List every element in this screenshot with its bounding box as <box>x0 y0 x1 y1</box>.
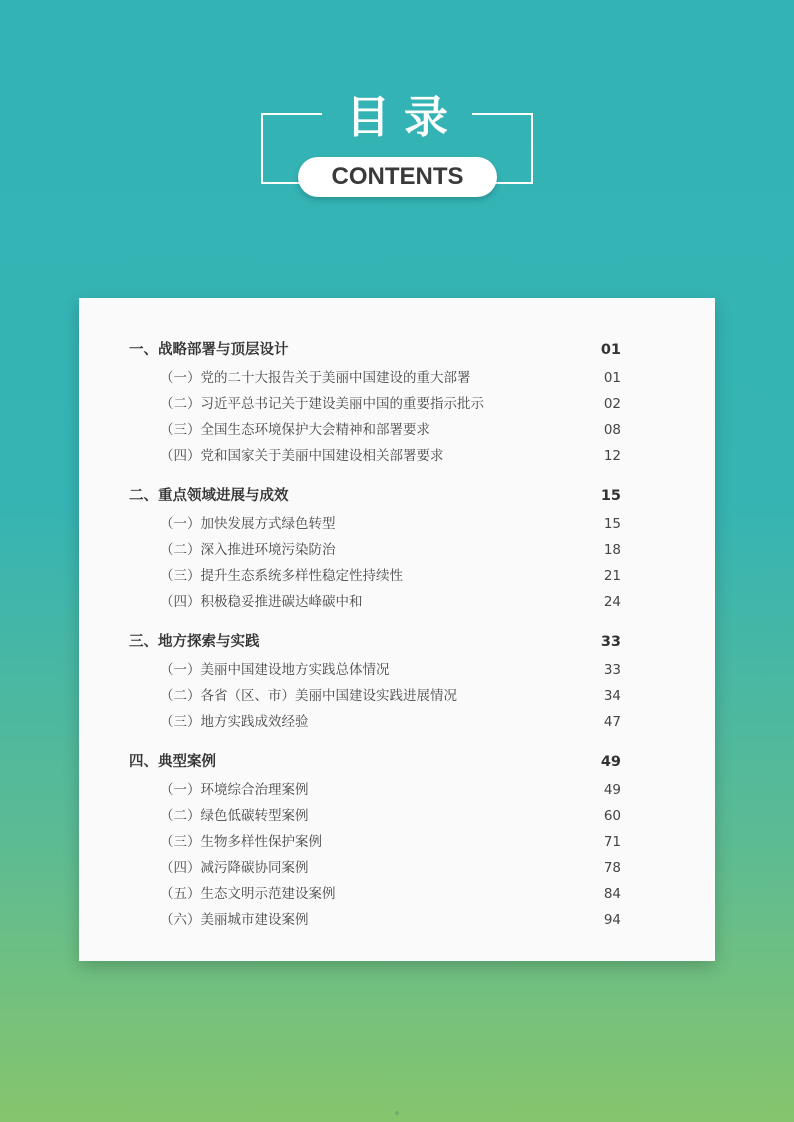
toc-item-page: 12 <box>603 448 621 464</box>
title-frame-bottom-left <box>261 182 300 184</box>
toc-item[interactable] <box>79 511 715 537</box>
toc-item-page: 34 <box>603 688 621 704</box>
toc-item-title: （六）美丽城市建设案例 <box>160 912 309 928</box>
toc-section-title: 一、战略部署与顶层设计 <box>129 342 289 358</box>
toc-section-page: 49 <box>600 754 621 770</box>
toc-item-page: 24 <box>603 594 621 610</box>
toc-section-title: 二、重点领域进展与成效 <box>129 488 289 504</box>
toc-item[interactable] <box>79 855 715 881</box>
toc-item-title: （一）加快发展方式绿色转型 <box>160 516 336 532</box>
toc-item-title: （三）地方实践成效经验 <box>160 714 309 730</box>
toc-item[interactable] <box>79 537 715 563</box>
toc-item-page: 18 <box>603 542 621 558</box>
title-frame-right <box>531 113 533 184</box>
toc-item-page: 84 <box>603 886 621 902</box>
footer-dot <box>395 1111 399 1115</box>
toc-item-title: （二）各省（区、市）美丽中国建设实践进展情况 <box>160 688 457 704</box>
toc-item-title: （四）党和国家关于美丽中国建设相关部署要求 <box>160 448 444 464</box>
toc-section-4 <box>79 749 715 933</box>
toc-item[interactable] <box>79 443 715 469</box>
toc-section-2 <box>79 483 715 615</box>
title-frame-bottom-right <box>495 182 533 184</box>
toc-section-1 <box>79 337 715 469</box>
toc-item-title: （二）深入推进环境污染防治 <box>160 542 336 558</box>
page-title: 目录 <box>346 92 462 143</box>
toc-item[interactable] <box>79 417 715 443</box>
toc-item-page: 47 <box>603 714 621 730</box>
toc-item[interactable] <box>79 391 715 417</box>
contents-badge: CONTENTS <box>298 157 497 197</box>
toc-section-page: 15 <box>600 488 621 504</box>
toc-item[interactable] <box>79 657 715 683</box>
toc-item[interactable] <box>79 589 715 615</box>
toc-item-page: 08 <box>603 422 621 438</box>
toc-item-page: 21 <box>603 568 621 584</box>
toc-section-title: 三、地方探索与实践 <box>129 634 260 650</box>
toc-item[interactable] <box>79 803 715 829</box>
toc-item[interactable] <box>79 365 715 391</box>
toc-section-heading[interactable] <box>79 337 715 363</box>
toc-item-page: 15 <box>603 516 621 532</box>
toc-item[interactable] <box>79 777 715 803</box>
toc-item[interactable] <box>79 907 715 933</box>
title-frame-top-left <box>261 113 322 115</box>
toc-item-page: 78 <box>603 860 621 876</box>
toc-item-title: （二）绿色低碳转型案例 <box>160 808 309 824</box>
toc-section-heading[interactable] <box>79 629 715 655</box>
toc-item[interactable] <box>79 683 715 709</box>
toc-item-title: （三）生物多样性保护案例 <box>160 834 322 850</box>
toc-section-heading[interactable] <box>79 483 715 509</box>
toc-item-title: （四）减污降碳协同案例 <box>160 860 309 876</box>
toc-item[interactable] <box>79 881 715 907</box>
toc-item-page: 49 <box>603 782 621 798</box>
toc-item-page: 02 <box>603 396 621 412</box>
title-frame-left <box>261 113 263 184</box>
title-frame-top-right <box>472 113 533 115</box>
toc-item-page: 33 <box>603 662 621 678</box>
toc-section-3 <box>79 629 715 735</box>
toc-section-page: 01 <box>600 342 621 358</box>
toc-section-heading[interactable] <box>79 749 715 775</box>
toc-section-page: 33 <box>600 634 621 650</box>
toc-item-title: （一）环境综合治理案例 <box>160 782 309 798</box>
toc-item-title: （三）全国生态环境保护大会精神和部署要求 <box>160 422 430 438</box>
toc-item[interactable] <box>79 563 715 589</box>
toc-item-title: （一）党的二十大报告关于美丽中国建设的重大部署 <box>160 370 471 386</box>
toc-item-page: 71 <box>603 834 621 850</box>
toc-item-title: （四）积极稳妥推进碳达峰碳中和 <box>160 594 363 610</box>
toc-item[interactable] <box>79 829 715 855</box>
toc-item-title: （五）生态文明示范建设案例 <box>160 886 336 902</box>
toc-item-page: 60 <box>603 808 621 824</box>
toc-item-page: 94 <box>603 912 621 928</box>
toc-item-title: （三）提升生态系统多样性稳定性持续性 <box>160 568 403 584</box>
toc-item-page: 01 <box>603 370 621 386</box>
toc-item-title: （二）习近平总书记关于建设美丽中国的重要指示批示 <box>160 396 484 412</box>
toc-item-title: （一）美丽中国建设地方实践总体情况 <box>160 662 390 678</box>
toc-item[interactable] <box>79 709 715 735</box>
toc-section-title: 四、典型案例 <box>129 754 216 770</box>
toc-card <box>79 298 715 961</box>
